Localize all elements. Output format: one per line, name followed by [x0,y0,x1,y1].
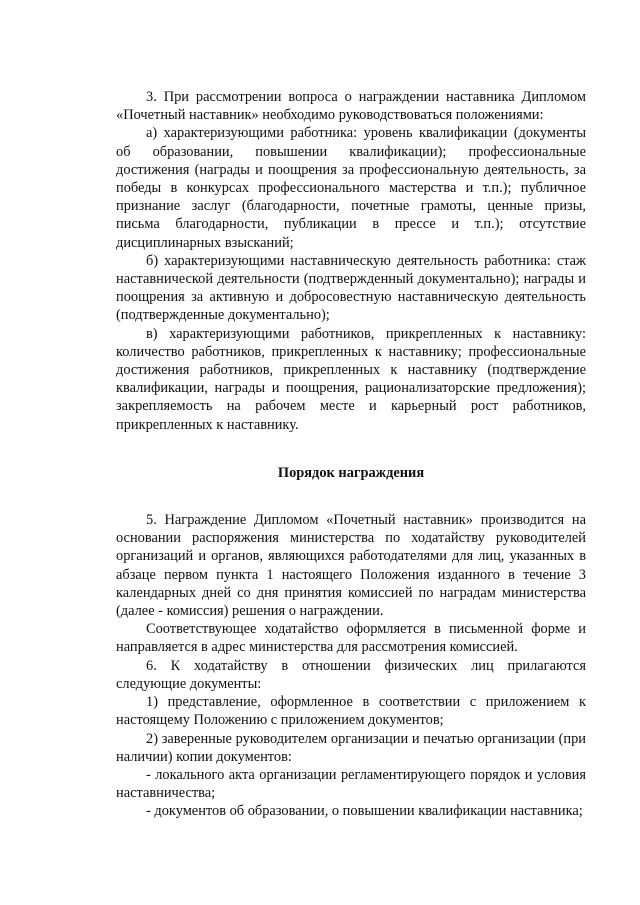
paragraph-doc-1: 1) представление, оформленное в соответствии с приложением к настоящему Положению с приложением документов; [116,694,586,729]
paragraph-doc-education: - документов об образовании, о повышении квалификации наставника; [146,803,583,820]
document-body [116,88,586,821]
paragraph-subitem-b: б) характеризующими наставническую деятельность работника: стаж наставнической деятельности (подтвержденный документально); награды и поощрения за активную и добросовестную наставническую деятельность (подтвержденные документально); [116,252,586,324]
paragraph-petition-form: Соответствующее ходатайство оформляется в письменной форме и направляется в адрес министерства для рассмотрения комиссией. [116,621,586,656]
section-heading: Порядок награждения [277,464,425,481]
paragraph-item-3: 3. При рассмотрении вопроса о награждении наставника Дипломом «Почетный наставник» необходимо руководствоваться положениями: [116,89,586,124]
paragraph-subitem-v: в) характеризующими работников, прикрепленных к наставнику: количество работников, прикрепленных к наставнику; профессиональные достижения работников, прикрепленных к наставнику (подтверждение квалификации, награды и поощрения, рационализаторские предложения); закрепляемость на рабочем месте и карьерный рост работников, прикрепленных к наставнику. [116,325,586,433]
paragraph-item-5: 5. Награждение Дипломом «Почетный наставник» производится на основании распоряжения министерства по ходатайству руководителей организаций и органов, являющихся работодателями для лиц, указанных в абзаце первом пункта 1 настоящего Положения изданного в течение 3 календарных дней со дня принятия комиссией по наградам министерства (далее - комиссия) решения о награждении. [116,512,586,620]
paragraph-item-6: 6. К ходатайству в отношении физических лиц прилагаются следующие документы: [116,657,586,692]
paragraph-subitem-a: а) характеризующими работника: уровень квалификации (документы об образовании, повышении квалификации); профессиональные достижения (награды и поощрения за профессиональную деятельность, за победы в конкурсах профессионального мастерства и т.п.); публичное признание заслуг (благодарности, почетные грамоты, ценные призы, письма благодарности, публикации в прессе и т.п.); отсутствие дисциплинарных взысканий; [116,125,586,251]
paragraph-doc-local-act: - локального акта организации регламентирующего порядок и условия наставничества; [116,766,586,802]
paragraph-doc-2: 2) заверенные руководителем организации и печатью организации (при наличии) копии документов: [116,730,586,765]
